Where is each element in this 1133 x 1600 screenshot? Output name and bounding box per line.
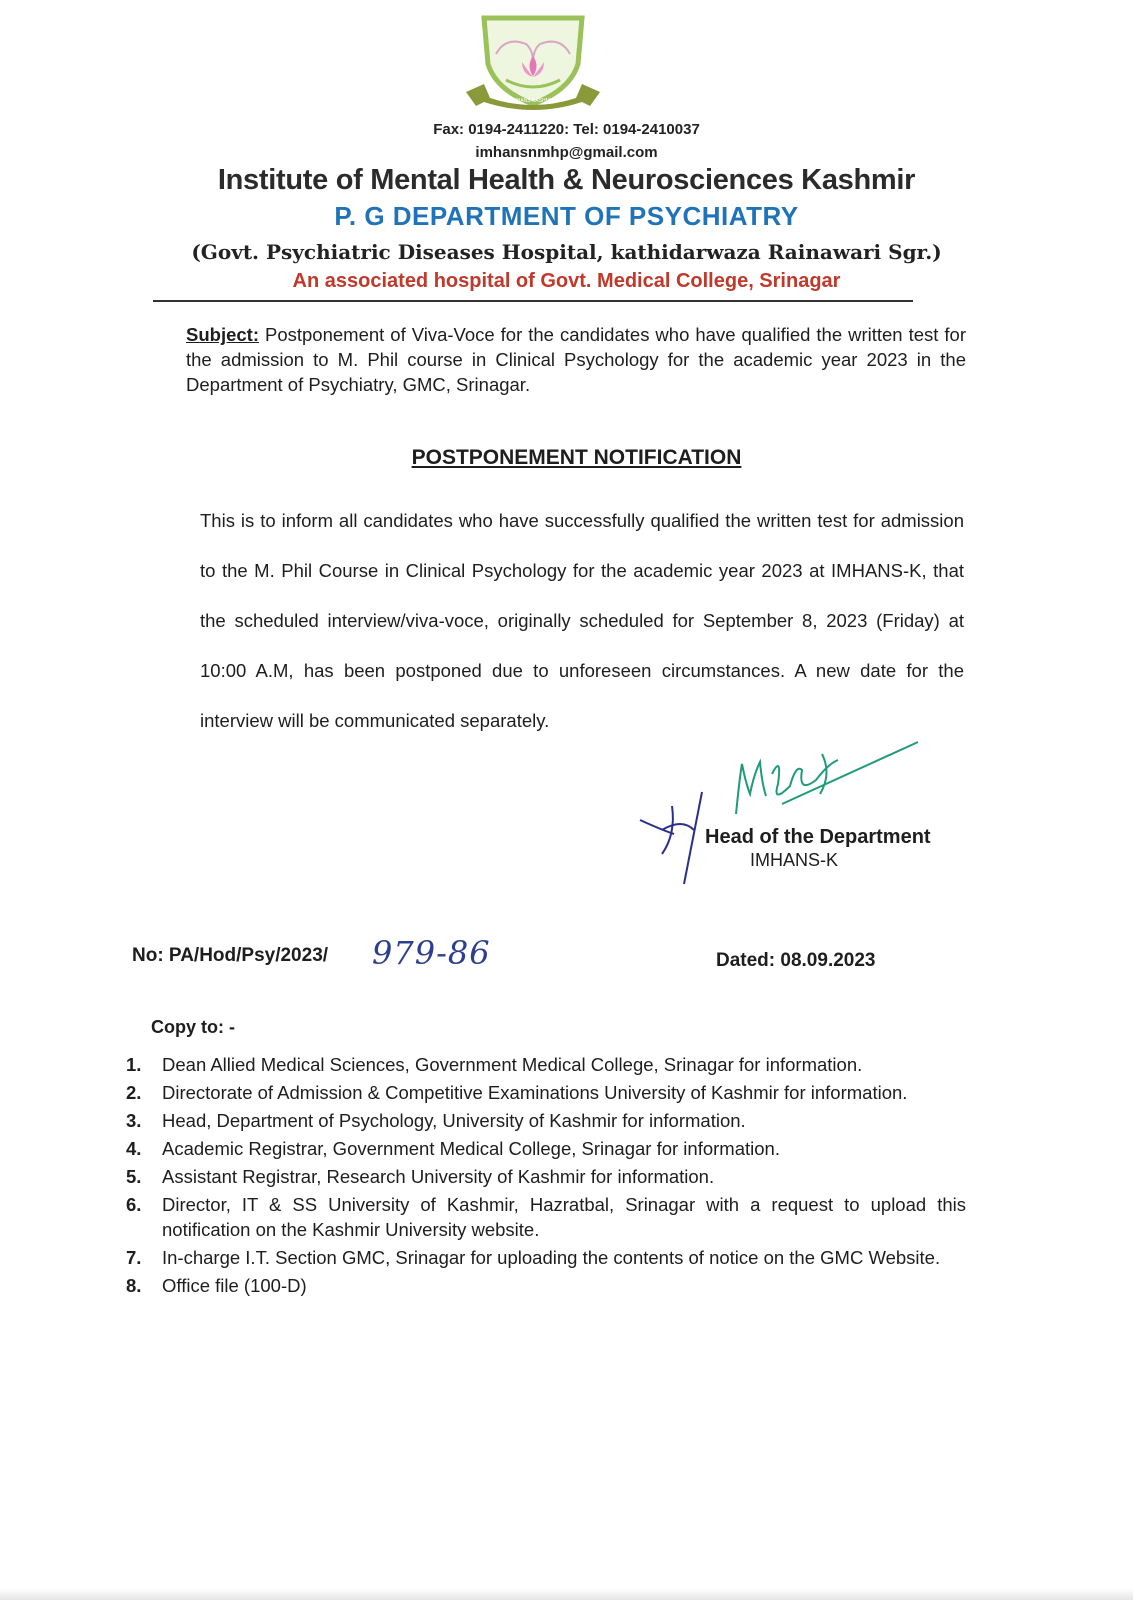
copy-to-item — [126, 1164, 966, 1189]
copy-to-item — [126, 1192, 966, 1242]
reference-number: No: PA/Hod/Psy/2023/ — [132, 945, 329, 966]
copy-to-item-number: 8. — [126, 1275, 142, 1296]
copy-to-label: Copy to: - — [151, 1017, 235, 1037]
copy-to-item — [126, 1136, 966, 1161]
copy-to-item — [126, 1052, 966, 1077]
copy-to-item — [126, 1080, 966, 1105]
associated-hospital-line: An associated hospital of Govt. Medical College, Srinagar — [292, 270, 841, 292]
scan-edge-shadow — [0, 1588, 1133, 1600]
copy-to-list — [126, 1052, 966, 1301]
copy-to-item-text: Academic Registrar, Government Medical College, Srinagar for information. — [162, 1138, 780, 1159]
signatory-title: Head of the Department — [705, 826, 931, 848]
copy-to-item-number: 3. — [126, 1110, 142, 1131]
copy-to-item-number: 4. — [126, 1138, 142, 1159]
department-name: P. G DEPARTMENT OF PSYCHIATRY — [334, 201, 799, 231]
hospital-name: (Govt. Psychiatric Diseases Hospital, kathidarwaza Rainawari Sgr.) — [191, 240, 942, 264]
copy-to-item-number: 6. — [126, 1194, 142, 1215]
copy-to-item-text: Office file (100-D) — [162, 1275, 307, 1296]
copy-to-item-text: In-charge I.T. Section GMC, Srinagar for uploading the contents of notice on the GMC Website. — [162, 1247, 941, 1268]
dated-line: Dated: 08.09.2023 — [716, 950, 876, 971]
fax-tel-line: Fax: 0194-2411220: Tel: 0194-2410037 — [433, 121, 700, 138]
copy-to-item — [126, 1245, 966, 1270]
email-line: imhansnmhp@gmail.com — [475, 144, 658, 161]
notification-body: This is to inform all candidates who have successfully qualified the written test for admission to the M. Phil Course in Clinical Psychology for the academic year 2023 at IMHANS-K, that the scheduled interview/viva-voce, originally scheduled for September 8, 2023 (Friday) at 10:00 A.M, has been postponed due to unforeseen circumstances. A new date for the interview will be communicated separately. — [200, 510, 964, 731]
copy-to-item-text: Head, Department of Psychology, University of Kashmir for information. — [162, 1110, 746, 1131]
signatory-org: IMHANS-K — [750, 850, 839, 870]
copy-to-item — [126, 1108, 966, 1133]
institute-name: Institute of Mental Health & Neurosciences Kashmir — [217, 164, 916, 196]
institute-logo — [466, 14, 600, 114]
copy-to-item-number: 5. — [126, 1166, 142, 1187]
notification-title — [0, 446, 1133, 470]
copy-to-item-number: 1. — [126, 1054, 142, 1075]
notification-title-text: POSTPONEMENT NOTIFICATION — [411, 446, 742, 469]
subject-text: Postponement of Viva-Voce for the candidates who have qualified the written test for the admission to M. Phil course in Clinical Psychology for the academic year 2023 in the Department of Psychiatry, GMC, Srinagar. — [186, 324, 966, 395]
copy-to-item-text: Director, IT & SS University of Kashmir, Hazratbal, Srinagar with a request to upload this notification on the Kashmir University website. — [162, 1194, 966, 1240]
copy-to-item-text: Dean Allied Medical Sciences, Government Medical College, Srinagar for information. — [162, 1054, 863, 1075]
logo-ribbon-text: IMHANS KASHMIR — [511, 98, 555, 104]
reference-handwritten-number: 979-86 — [372, 934, 491, 972]
copy-to-item-text: Directorate of Admission & Competitive Examinations University of Kashmir for information. — [162, 1082, 908, 1103]
copy-to-item — [126, 1273, 966, 1298]
subject-label: Subject: — [186, 324, 259, 345]
copy-to-item-number: 2. — [126, 1082, 142, 1103]
subject-paragraph — [186, 322, 966, 397]
copy-to-item-text: Assistant Registrar, Research University of Kashmir for information. — [162, 1166, 715, 1187]
copy-to-item-number: 7. — [126, 1247, 142, 1268]
header-divider — [153, 300, 913, 302]
